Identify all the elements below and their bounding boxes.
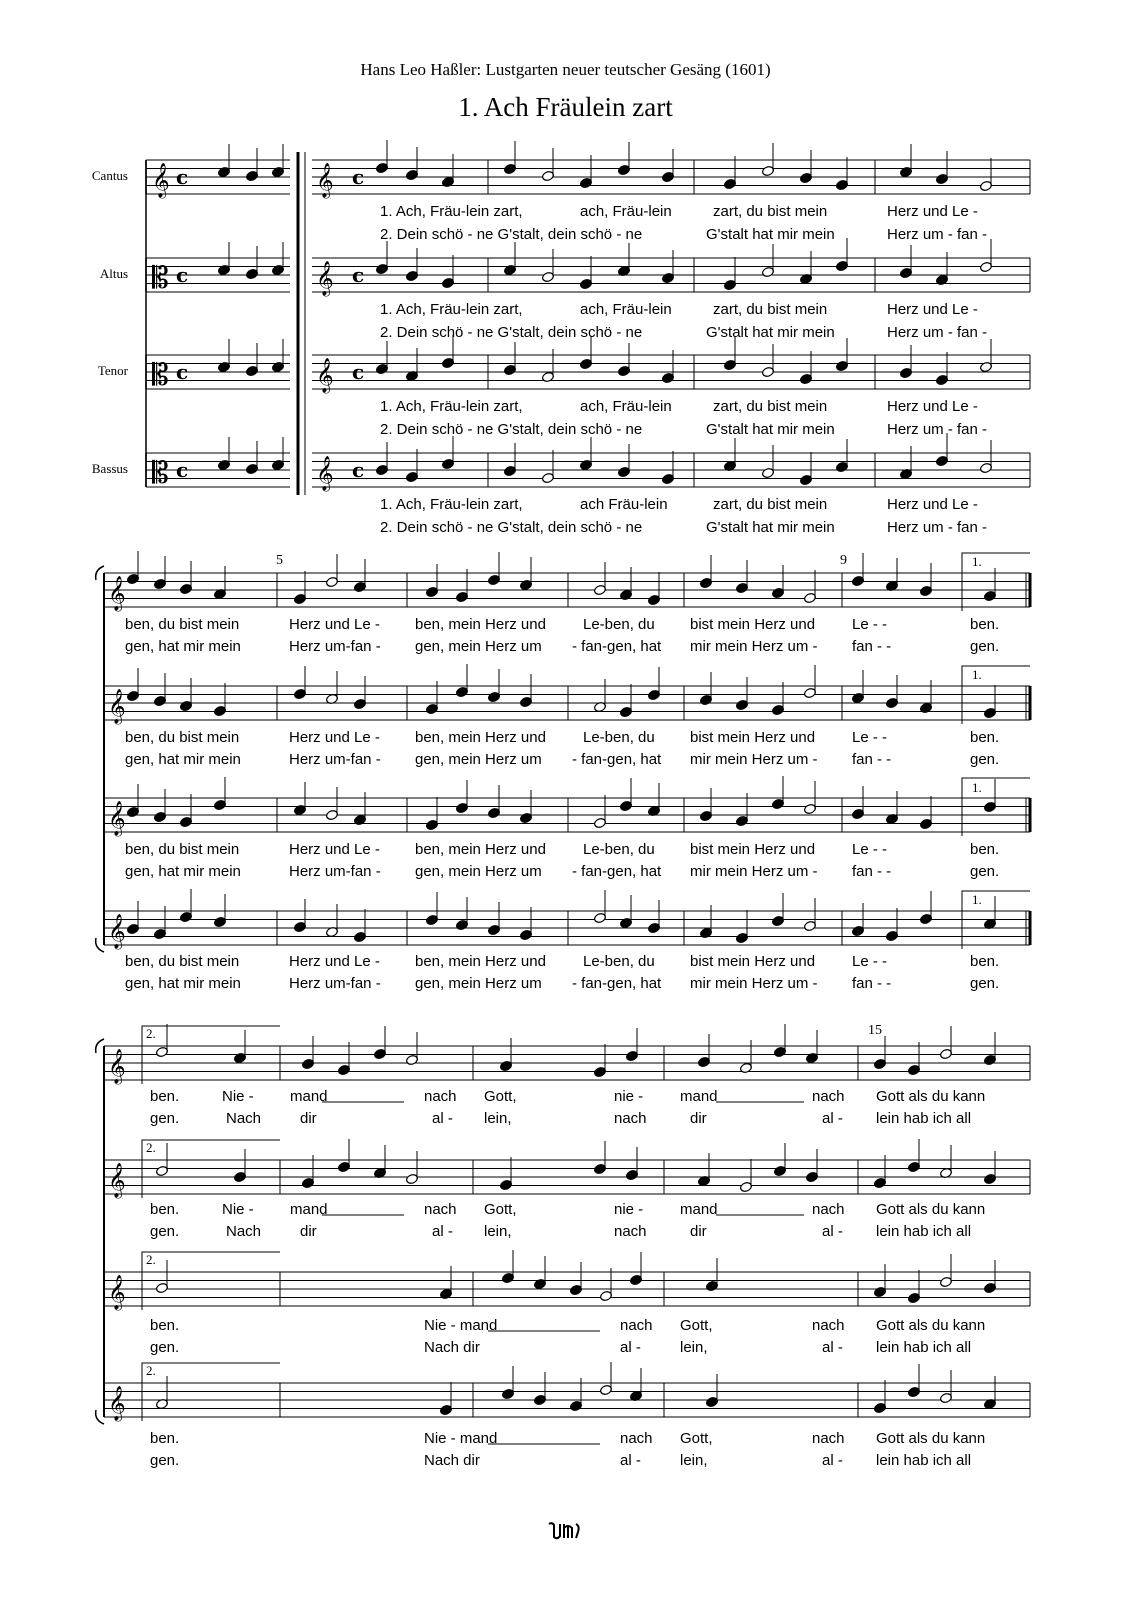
- lyric: Le-ben, du: [583, 729, 655, 746]
- lyric: nach: [620, 1430, 653, 1447]
- lyric: Herz und Le -: [289, 953, 380, 970]
- lyric: Herz um - fan -: [887, 226, 988, 243]
- lyric: ben.: [970, 729, 1000, 746]
- lyric: - fan-gen, hat: [572, 638, 662, 655]
- lyric: 1. Ach, Fräu-lein zart,: [380, 496, 523, 513]
- lyric: Le - -: [852, 841, 888, 858]
- lyric: lein,: [680, 1339, 708, 1356]
- lyric: nach: [812, 1317, 845, 1334]
- time-signature-icon: c: [176, 263, 189, 287]
- lyric: Herz um-fan -: [289, 975, 381, 992]
- lyric: gen, hat mir mein: [125, 751, 241, 768]
- clef-icon: 𝄡: [152, 358, 169, 393]
- lyric: gen, mein Herz um: [415, 975, 542, 992]
- first-ending-label: 1.: [972, 780, 982, 795]
- lyric: Gott als du kann: [876, 1317, 986, 1334]
- lyric: gen, hat mir mein: [125, 975, 241, 992]
- lyric: ben, du bist mein: [125, 841, 240, 858]
- clef-icon: 𝄞: [152, 163, 170, 198]
- lyric: ben, du bist mein: [125, 953, 240, 970]
- measure-number: 5: [276, 553, 283, 568]
- measure-number: 15: [868, 1023, 882, 1038]
- lyric: ben.: [150, 1088, 180, 1105]
- lyric: 2. Dein schö - ne G'stalt, dein schö - ne: [380, 324, 643, 341]
- lyric: G'stalt hat mir mein: [706, 421, 835, 438]
- time-signature-icon: c: [352, 263, 365, 287]
- lyric: Herz und Le -: [887, 203, 978, 220]
- voice-label-cantus: Cantus: [91, 168, 128, 183]
- time-signature-icon: c: [176, 458, 189, 482]
- lyric: bist mein Herz und: [690, 729, 816, 746]
- lyric: mir mein Herz um -: [690, 751, 818, 768]
- lyric: fan - -: [852, 863, 892, 880]
- lyric: lein,: [680, 1452, 708, 1469]
- piece-title: 1. Ach Fräulein zart: [458, 92, 673, 122]
- first-ending-label: 1.: [972, 667, 982, 682]
- lyric: Gott,: [484, 1201, 517, 1218]
- lyric: Nie -: [222, 1088, 254, 1105]
- lyric: - fan-gen, hat: [572, 863, 662, 880]
- lyric: Le - -: [852, 729, 888, 746]
- lyric: nach: [424, 1088, 457, 1105]
- lyric: Herz um-fan -: [289, 638, 381, 655]
- lyric: nach: [812, 1088, 845, 1105]
- lyric: 1. Ach, Fräu-lein zart,: [380, 301, 523, 318]
- lyric: al -: [432, 1110, 453, 1127]
- lyric: al -: [822, 1110, 843, 1127]
- lyric: ben.: [150, 1201, 180, 1218]
- lyric: ben, mein Herz und: [415, 729, 546, 746]
- treble-clef-icon: 𝄞: [316, 358, 334, 393]
- time-signature-icon: c: [176, 360, 189, 384]
- lyric: gen.: [150, 1110, 180, 1127]
- lyric: zart, du bist mein: [713, 301, 828, 318]
- lyric: nach: [614, 1110, 647, 1127]
- lyric: dir: [300, 1110, 317, 1127]
- lyric: nie -: [614, 1088, 644, 1105]
- lyric: ben.: [150, 1317, 180, 1334]
- lyric: mir mein Herz um -: [690, 638, 818, 655]
- lyric: gen, mein Herz um: [415, 638, 542, 655]
- lyric: Le - -: [852, 953, 888, 970]
- lyric: mand: [680, 1201, 718, 1218]
- time-signature-icon: c: [352, 165, 365, 189]
- voice-label-bassus: Bassus: [91, 461, 128, 476]
- lyric: G'stalt hat mir mein: [706, 519, 835, 536]
- lyric: al -: [822, 1223, 843, 1240]
- lyric: al -: [822, 1452, 843, 1469]
- lyric: G'stalt hat mir mein: [706, 226, 835, 243]
- lyric: Herz um - fan -: [887, 324, 988, 341]
- lyric: ben, du bist mein: [125, 729, 240, 746]
- lyric: dir: [690, 1223, 707, 1240]
- treble-clef-icon: 𝄞: [108, 1275, 126, 1310]
- lyric: Le - -: [852, 616, 888, 633]
- first-ending-label: 1.: [972, 892, 982, 907]
- lyric: mir mein Herz um -: [690, 975, 818, 992]
- lyric: Gott,: [680, 1430, 713, 1447]
- lyric: Herz und Le -: [289, 729, 380, 746]
- lyric: ach Fräu-lein: [580, 496, 668, 513]
- lyric: Herz und Le -: [887, 496, 978, 513]
- lyric: bist mein Herz und: [690, 841, 816, 858]
- clef-icon: 𝄡: [152, 456, 169, 491]
- lyric: G'stalt hat mir mein: [706, 324, 835, 341]
- lyric: gen, hat mir mein: [125, 638, 241, 655]
- lyric: ach, Fräu-lein: [580, 398, 672, 415]
- lyric: 1. Ach, Fräu-lein zart,: [380, 398, 523, 415]
- lyric: - fan-gen, hat: [572, 751, 662, 768]
- lyric: ben.: [970, 953, 1000, 970]
- lyric: Herz um - fan -: [887, 421, 988, 438]
- lyric: dir: [300, 1223, 317, 1240]
- lyric: 2. Dein schö - ne G'stalt, dein schö - ne: [380, 421, 643, 438]
- lyric: Nie -: [222, 1201, 254, 1218]
- system-bracket-hooks: [96, 1039, 104, 1424]
- lyric: Le-ben, du: [583, 841, 655, 858]
- lyric: Herz und Le -: [887, 301, 978, 318]
- lyric: 2. Dein schö - ne G'stalt, dein schö - ne: [380, 519, 643, 536]
- treble-clef-icon: 𝄞: [108, 576, 126, 611]
- lyric: Gott als du kann: [876, 1201, 986, 1218]
- lyric: nach: [614, 1223, 647, 1240]
- lyric: bist mein Herz und: [690, 616, 816, 633]
- lyric: gen, hat mir mein: [125, 863, 241, 880]
- lyric: Nach dir: [424, 1452, 480, 1469]
- lyric: Gott als du kann: [876, 1088, 986, 1105]
- lyric: Nach dir: [424, 1339, 480, 1356]
- lyric: lein hab ich all: [876, 1339, 972, 1356]
- lyric: Nach: [226, 1110, 262, 1127]
- lyric: ben, du bist mein: [125, 616, 240, 633]
- lyric: Herz um - fan -: [887, 519, 988, 536]
- second-ending-label: 2.: [146, 1140, 156, 1155]
- lyric: ach, Fräu-lein: [580, 301, 672, 318]
- lyric: gen.: [970, 638, 1000, 655]
- lyric: al -: [620, 1339, 641, 1356]
- treble-clef-icon: 𝄞: [316, 163, 334, 198]
- lyric: gen.: [150, 1339, 180, 1356]
- lyric: Le-ben, du: [583, 616, 655, 633]
- treble-clef-icon: 𝄞: [108, 801, 126, 836]
- treble-clef-icon: 𝄞: [108, 689, 126, 724]
- treble-clef-icon: 𝄞: [108, 914, 126, 949]
- lyric: lein hab ich all: [876, 1223, 972, 1240]
- lyric: gen, mein Herz um: [415, 863, 542, 880]
- lyric: gen, mein Herz um: [415, 751, 542, 768]
- lyric: ben.: [150, 1430, 180, 1447]
- lyric: Herz um-fan -: [289, 863, 381, 880]
- lyric: lein hab ich all: [876, 1110, 972, 1127]
- first-ending-label: 1.: [972, 554, 982, 569]
- lyric: dir: [690, 1110, 707, 1127]
- lyric: Nie - mand: [424, 1317, 498, 1334]
- treble-clef-icon: 𝄞: [316, 456, 334, 491]
- lyric: zart, du bist mein: [713, 398, 828, 415]
- publisher-logo: [546, 1520, 582, 1542]
- lyric: gen.: [970, 975, 1000, 992]
- lyric: 1. Ach, Fräu-lein zart,: [380, 203, 523, 220]
- lyric: Gott,: [484, 1088, 517, 1105]
- second-ending-label: 2.: [146, 1026, 156, 1041]
- lyric: fan - -: [852, 975, 892, 992]
- treble-clef-icon: 𝄞: [108, 1163, 126, 1198]
- lyric: gen.: [150, 1223, 180, 1240]
- lyric: lein,: [484, 1223, 512, 1240]
- lyric: ben, mein Herz und: [415, 841, 546, 858]
- treble-clef-icon: 𝄞: [108, 1049, 126, 1084]
- lyric: Le-ben, du: [583, 953, 655, 970]
- lyric: al -: [432, 1223, 453, 1240]
- voice-label-tenor: Tenor: [97, 363, 128, 378]
- lyric: Herz und Le -: [289, 841, 380, 858]
- lyric: mand: [290, 1201, 328, 1218]
- lyric: gen.: [150, 1452, 180, 1469]
- second-ending-label: 2.: [146, 1363, 156, 1378]
- time-signature-icon: c: [176, 165, 189, 189]
- second-ending-label: 2.: [146, 1252, 156, 1267]
- lyric: lein,: [484, 1110, 512, 1127]
- lyric: mir mein Herz um -: [690, 863, 818, 880]
- system-bracket-hooks: [96, 566, 104, 952]
- lyric: Gott als du kann: [876, 1430, 986, 1447]
- lyric: mand: [290, 1088, 328, 1105]
- lyric: ben.: [970, 841, 1000, 858]
- lyric: ben.: [970, 616, 1000, 633]
- lyric: Gott,: [680, 1317, 713, 1334]
- lyric: al -: [620, 1452, 641, 1469]
- lyric: Nie - mand: [424, 1430, 498, 1447]
- lyric: Herz um-fan -: [289, 751, 381, 768]
- lyric: gen.: [970, 751, 1000, 768]
- lyric: nie -: [614, 1201, 644, 1218]
- lyric: nach: [812, 1201, 845, 1218]
- lyric: 2. Dein schö - ne G'stalt, dein schö - ne: [380, 226, 643, 243]
- time-signature-icon: c: [352, 360, 365, 384]
- time-signature-icon: c: [352, 458, 365, 482]
- lyric: mand: [680, 1088, 718, 1105]
- lyric: gen.: [970, 863, 1000, 880]
- lyric: Herz und Le -: [289, 616, 380, 633]
- lyric: ach, Fräu-lein: [580, 203, 672, 220]
- lyric: al -: [822, 1339, 843, 1356]
- lyric: ben, mein Herz und: [415, 616, 546, 633]
- lyric: Nach: [226, 1223, 262, 1240]
- composer-source-line: Hans Leo Haßler: Lustgarten neuer teutscher Gesäng (1601): [360, 60, 771, 79]
- lyric: nach: [812, 1430, 845, 1447]
- lyric: nach: [620, 1317, 653, 1334]
- clef-icon: 𝄡: [152, 261, 169, 296]
- lyric: lein hab ich all: [876, 1452, 972, 1469]
- lyric: nach: [424, 1201, 457, 1218]
- lyric: Herz und Le -: [887, 398, 978, 415]
- lyric: zart, du bist mein: [713, 496, 828, 513]
- lyric: zart, du bist mein: [713, 203, 828, 220]
- treble-clef-icon: 𝄞: [316, 261, 334, 296]
- voice-label-altus: Altus: [99, 266, 128, 281]
- measure-number: 9: [840, 553, 847, 568]
- lyric: fan - -: [852, 638, 892, 655]
- lyric: bist mein Herz und: [690, 953, 816, 970]
- lyric: - fan-gen, hat: [572, 975, 662, 992]
- lyric: fan - -: [852, 751, 892, 768]
- lyric: ben, mein Herz und: [415, 953, 546, 970]
- treble-clef-icon: 𝄞: [108, 1386, 126, 1421]
